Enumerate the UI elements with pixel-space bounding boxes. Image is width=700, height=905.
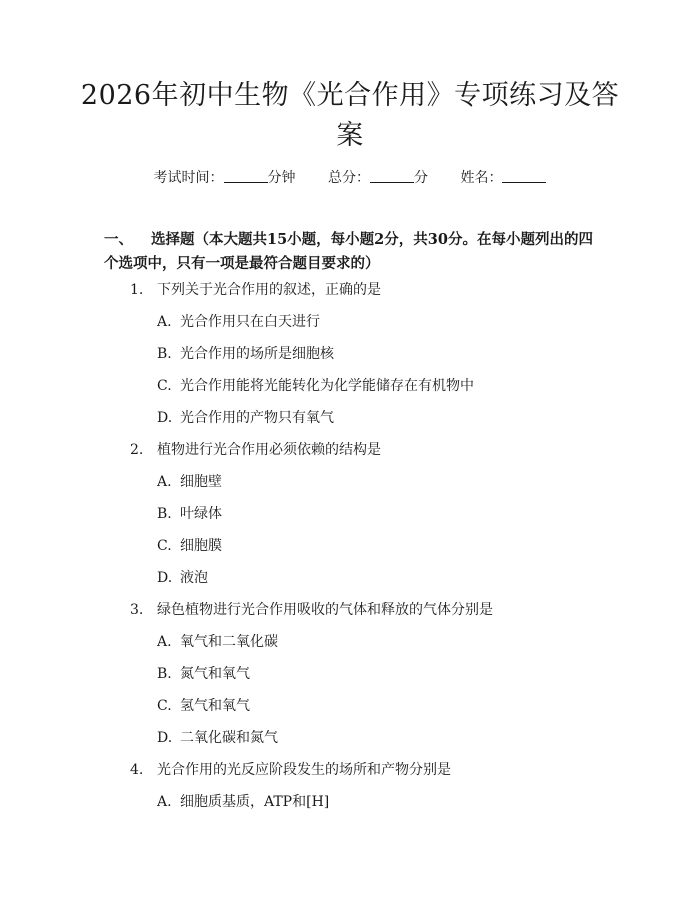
name-blank (502, 168, 546, 183)
option-item (0, 664, 700, 696)
option-item (0, 792, 700, 824)
time-unit: 分钟 (267, 170, 296, 186)
score-field (328, 168, 428, 188)
question-number: 4. (130, 762, 144, 778)
option-text: 氮气和氧气 (180, 666, 250, 682)
option-text: 氢气和氧气 (180, 698, 250, 714)
score-label: 总分： (328, 170, 370, 186)
section-number: 一、 (104, 231, 133, 248)
option-text: 光合作用只在白天进行 (180, 314, 320, 330)
option-text: 细胞壁 (180, 474, 222, 490)
option-text: 二氧化碳和氮气 (180, 730, 278, 746)
question-list (0, 280, 700, 824)
option-label: D. (157, 730, 173, 746)
section-heading-text: 选择题（本大题共15小题，每小题2分，共30分。在每小题列出的四个选项中，只有一项是最符合题目要求的） (104, 231, 593, 272)
question-item (0, 280, 700, 312)
option-label: B. (157, 506, 172, 522)
name-field (460, 168, 546, 188)
question-text: 光合作用的光反应阶段发生的场所和产物分别是 (157, 762, 451, 778)
option-item (0, 632, 700, 664)
option-text: 光合作用的产物只有氧气 (180, 410, 334, 426)
option-label: A. (157, 634, 172, 650)
option-item (0, 344, 700, 376)
option-text: 光合作用能将光能转化为化学能储存在有机物中 (180, 378, 474, 394)
question-number: 2. (130, 442, 144, 458)
option-text: 液泡 (180, 570, 208, 586)
option-label: C. (157, 378, 172, 394)
option-label: A. (157, 474, 172, 490)
option-text: 细胞质基质，ATP和[H] (180, 794, 330, 810)
question-number: 3. (130, 602, 144, 618)
name-label: 姓名： (460, 170, 503, 186)
option-label: A. (157, 314, 172, 330)
option-label: D. (157, 410, 173, 426)
option-text: 光合作用的场所是细胞核 (180, 346, 334, 362)
option-item (0, 408, 700, 440)
option-item (0, 536, 700, 568)
question-item (0, 600, 700, 632)
time-label: 考试时间： (153, 170, 224, 186)
option-label: C. (157, 698, 172, 714)
option-label: C. (157, 538, 172, 554)
option-item (0, 312, 700, 344)
option-text: 氧气和二氧化碳 (180, 634, 278, 650)
time-blank (224, 168, 268, 183)
score-blank (370, 168, 414, 183)
time-field (154, 168, 296, 188)
option-label: B. (157, 666, 172, 682)
option-text: 叶绿体 (180, 506, 222, 522)
question-number: 1. (130, 282, 144, 298)
section-heading (104, 228, 600, 276)
option-text: 细胞膜 (180, 538, 222, 554)
option-label: D. (157, 570, 173, 586)
question-item (0, 440, 700, 472)
question-text: 绿色植物进行光合作用吸收的气体和释放的气体分别是 (157, 602, 493, 618)
option-label: A. (157, 794, 172, 810)
score-unit: 分 (414, 170, 428, 186)
option-item (0, 568, 700, 600)
exam-meta (0, 168, 700, 188)
option-item (0, 376, 700, 408)
option-item (0, 696, 700, 728)
option-item (0, 728, 700, 760)
option-item (0, 504, 700, 536)
question-item (0, 760, 700, 792)
option-item (0, 472, 700, 504)
question-text: 植物进行光合作用必须依赖的结构是 (157, 442, 381, 458)
question-text: 下列关于光合作用的叙述，正确的是 (157, 282, 381, 298)
document-title: 2026年初中生物《光合作用》专项练习及答案 (80, 80, 620, 151)
option-label: B. (157, 346, 172, 362)
